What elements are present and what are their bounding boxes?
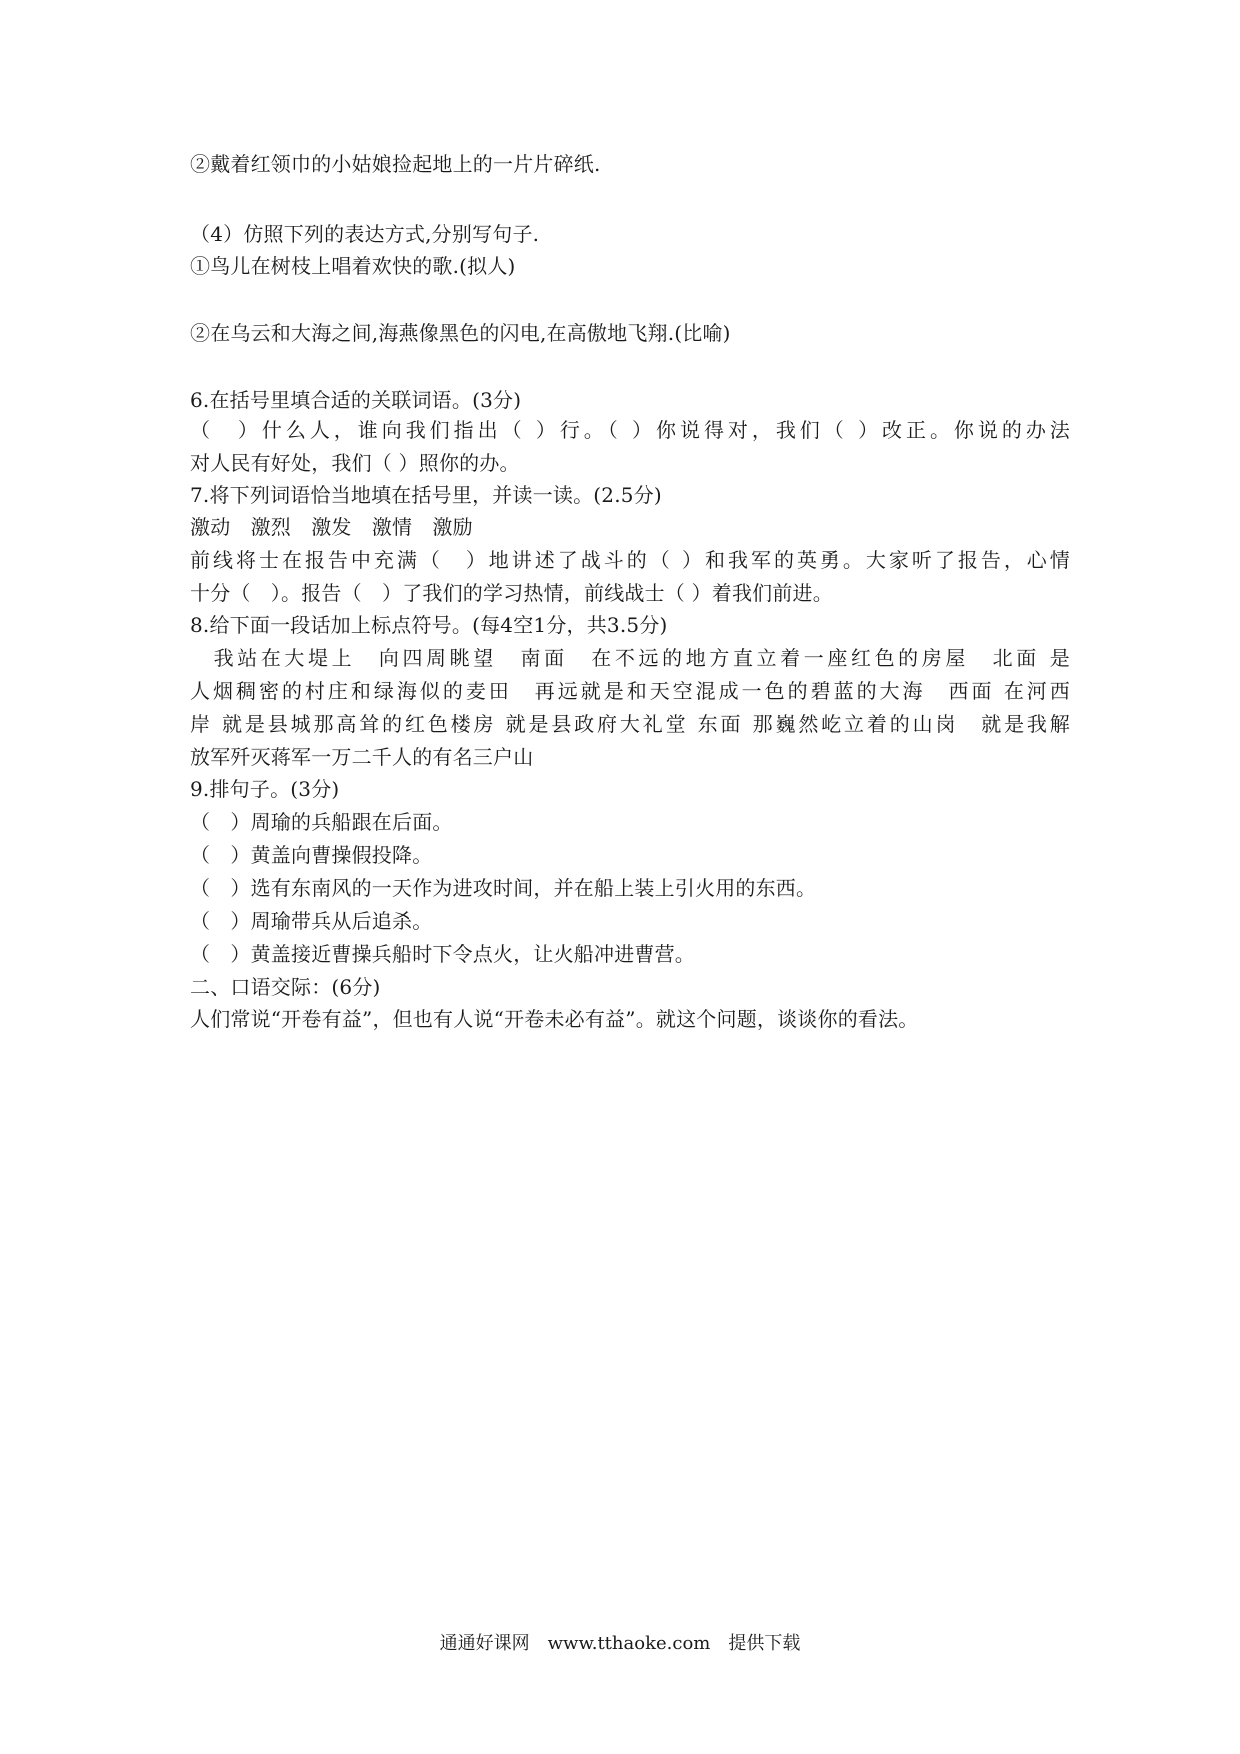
text-line: ②戴着红领巾的小姑娘捡起地上的一片片碎纸. — [190, 152, 601, 176]
list-item: （ ）选有东南风的一天作为进攻时间，并在船上装上引火用的东西。 — [190, 876, 817, 900]
text-line: 对人民有好处，我们（ ）照你的办。 — [190, 451, 520, 475]
list-item: （ ）黄盖接近曹操兵船时下令点火，让火船冲进曹营。 — [190, 942, 695, 966]
paragraph-line: 放军歼灭蒋军一万二千人的有名三户山 — [190, 745, 534, 769]
question-heading: 6.在括号里填合适的关联词语。(3分) — [190, 388, 522, 412]
text-line: 人们常说“开卷有益”，但也有人说“开卷未必有益”。就这个问题，谈谈你的看法。 — [190, 1007, 919, 1031]
paragraph-line: 岸 就是县城那高耸的红色楼房 就是县政府大礼堂 东面 那巍然屹立着的山岗 就是我解 — [190, 712, 1070, 736]
paragraph-line: 人烟稠密的村庄和绿海似的麦田 再远就是和天空混成一色的碧蓝的大海 西面 在河西 — [190, 679, 1070, 703]
word-list: 激动 激烈 激发 激情 激励 — [190, 515, 473, 539]
section-heading: 二、口语交际：(6分) — [190, 975, 381, 999]
question-heading: 9.排句子。(3分) — [190, 777, 340, 801]
question-heading: （4）仿照下列的表达方式,分别写句子. — [190, 222, 540, 246]
text-line: ①鸟儿在树枝上唱着欢快的歌.(拟人) — [190, 254, 516, 278]
text-line: 前线将士在报告中充满（ ）地讲述了战斗的（ ）和我军的英勇。大家听了报告，心情 — [190, 548, 1070, 572]
paragraph-line: 我站在大堤上 向四周眺望 南面 在不远的地方直立着一座红色的房屋 北面 是 — [190, 646, 1070, 670]
list-item: （ ）周瑜带兵从后追杀。 — [190, 909, 433, 933]
list-item: （ ）黄盖向曹操假投降。 — [190, 843, 433, 867]
footer-text: 通通好课网 www.tthaoke.com 提供下载 — [439, 1633, 801, 1654]
text-line: 十分（ ）。报告（ ）了我们的学习热情，前线战士（ ）着我们前进。 — [190, 581, 833, 605]
list-item: （ ）周瑜的兵船跟在后面。 — [190, 810, 453, 834]
text-line: （ ）什么人，谁向我们指出（ ）行。（ ）你说得对，我们（ ）改正。你说的办法 — [190, 418, 1070, 442]
question-heading: 7.将下列词语恰当地填在括号里，并读一读。(2.5分) — [190, 483, 662, 507]
text-line: ②在乌云和大海之间,海燕像黑色的闪电,在高傲地飞翔.(比喻) — [190, 321, 731, 345]
question-heading: 8.给下面一段话加上标点符号。(每4空1分，共3.5分) — [190, 613, 668, 637]
